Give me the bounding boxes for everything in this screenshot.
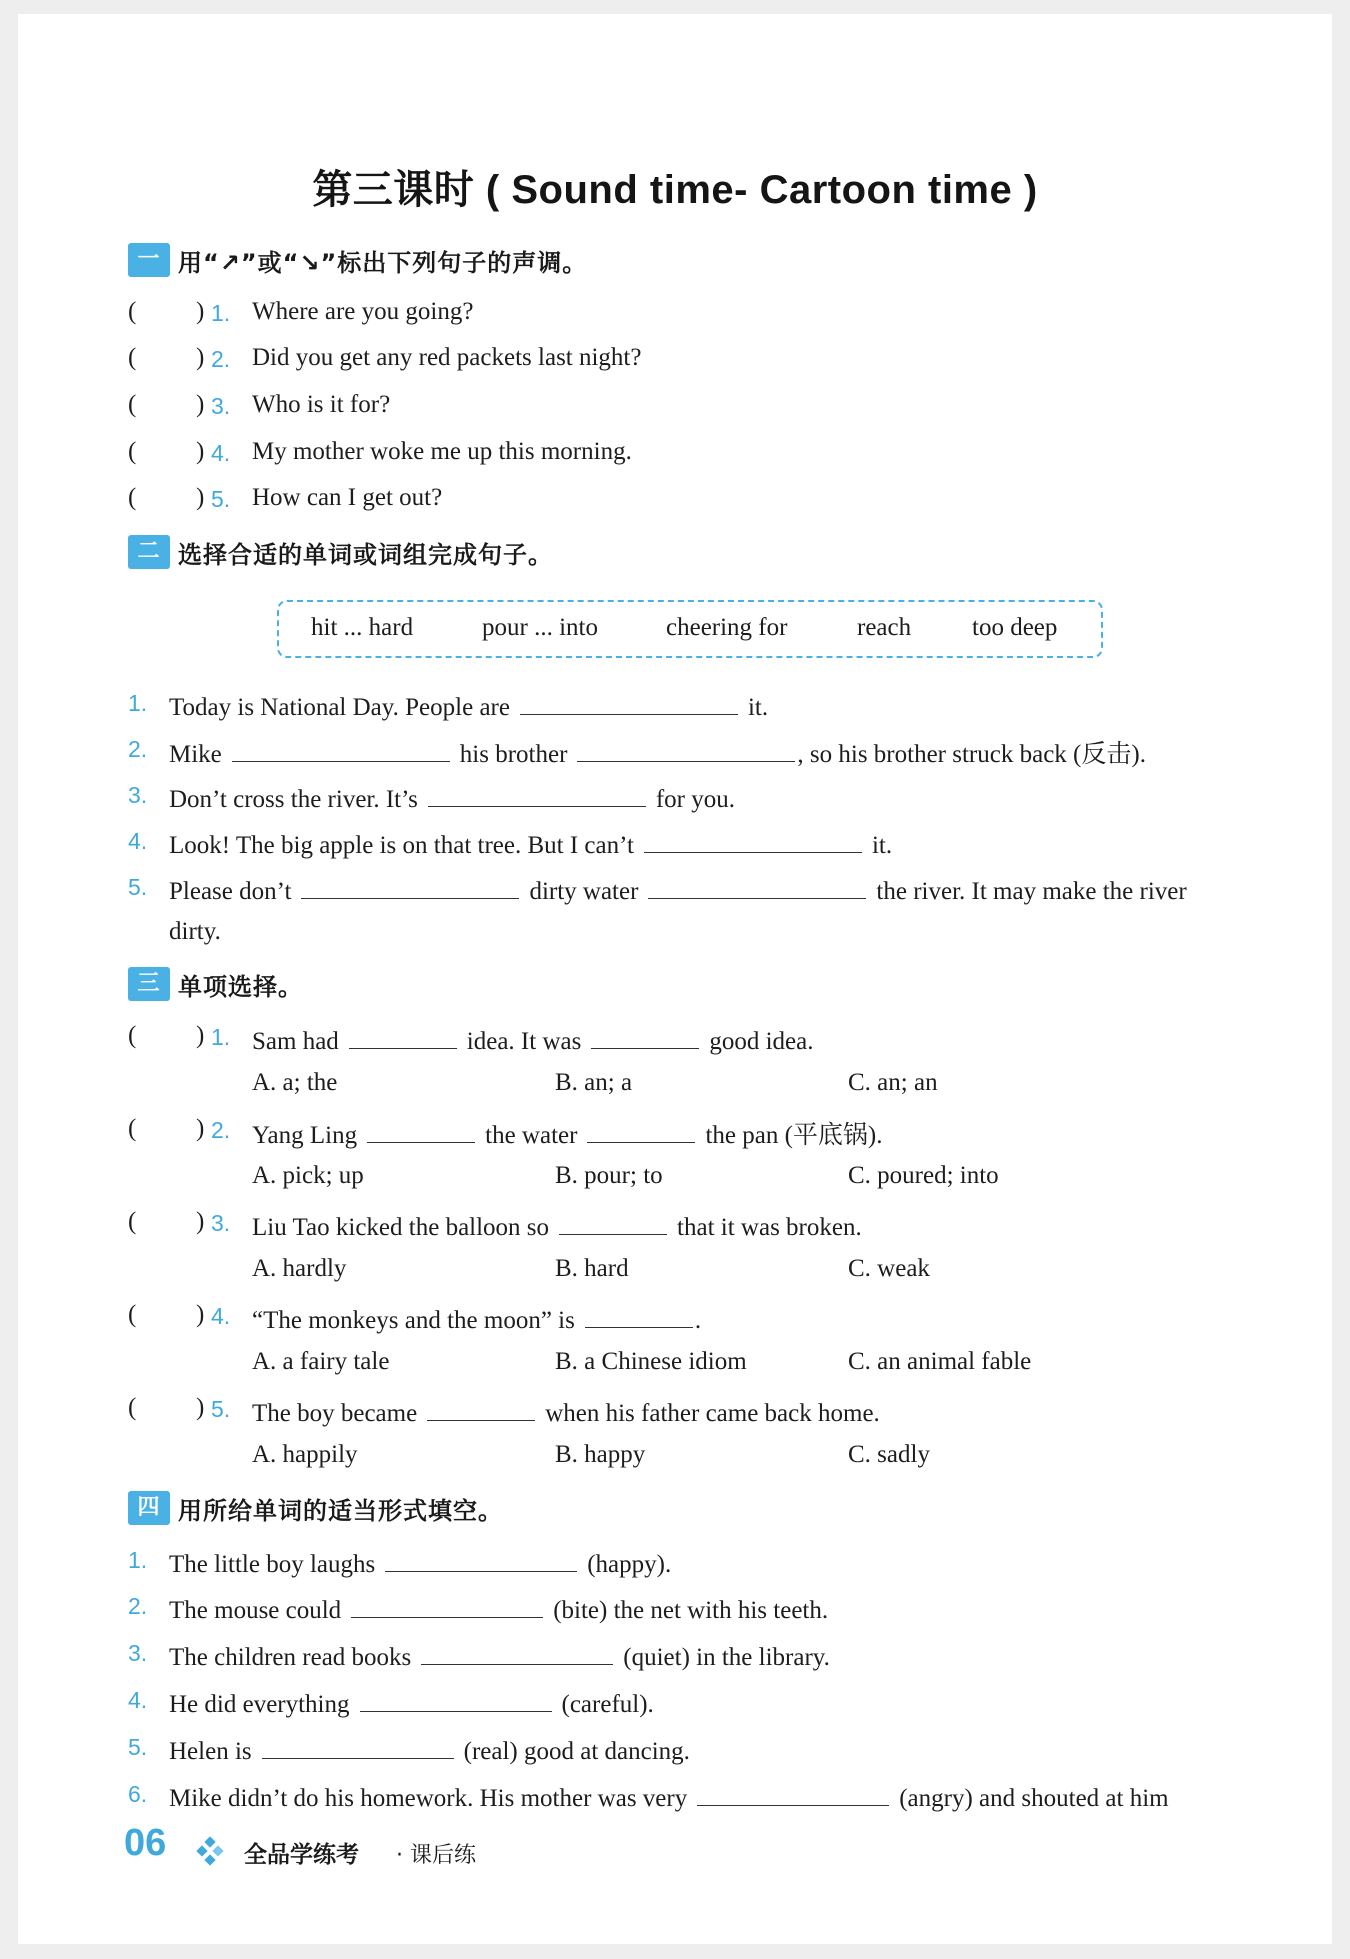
option-a[interactable]: A. happily <box>252 1441 358 1468</box>
question-text: My mother woke me up this morning. <box>252 438 632 465</box>
question-text: The children read books (quiet) in the library. <box>169 1638 830 1672</box>
question-text: Liu Tao kicked the balloon so that it was broken. <box>252 1208 862 1242</box>
answer-blank[interactable] <box>428 780 646 807</box>
question-text: He did everything (careful). <box>169 1685 654 1719</box>
section-2-heading <box>128 534 553 570</box>
answer-blank[interactable] <box>520 688 738 715</box>
section-3-title: 单项选择。 <box>178 972 303 1001</box>
question-text: Helen is (real) good at dancing. <box>169 1732 690 1766</box>
question-text: The boy became when his father came back home. <box>252 1394 880 1428</box>
question-text: Who is it for? <box>252 391 391 418</box>
diamond-cluster-icon <box>195 1836 225 1871</box>
option-c[interactable]: C. weak <box>848 1255 930 1282</box>
question-number: 4. <box>128 828 148 854</box>
answer-blank[interactable] <box>697 1779 889 1806</box>
question-text-continued: dirty. <box>169 918 221 945</box>
question-number: 3. <box>211 1210 231 1236</box>
question-number: 4. <box>211 440 231 466</box>
section-4-badge: 四 <box>128 1491 170 1525</box>
question-text: Mike didn’t do his homework. His mother was very (angry) and shouted at him <box>169 1779 1169 1813</box>
answer-blank[interactable] <box>585 1301 693 1328</box>
question-number: 2. <box>128 736 148 762</box>
question-number: 5. <box>128 1734 148 1760</box>
section-4-title: 用所给单词的适当形式填空。 <box>178 1496 503 1525</box>
answer-blank[interactable] <box>577 735 795 762</box>
question-number: 3. <box>128 782 148 808</box>
option-c[interactable]: C. poured; into <box>848 1162 999 1189</box>
section-3-badge: 三 <box>128 967 170 1001</box>
page-number: 06 <box>124 1822 167 1864</box>
question-text: Where are you going? <box>252 298 474 325</box>
question-text: The little boy laughs (happy). <box>169 1545 671 1579</box>
brand-name: 全品学练考 <box>244 1842 359 1868</box>
question-number: 5. <box>211 486 231 512</box>
question-number: 4. <box>211 1303 231 1329</box>
question-number: 2. <box>128 1593 148 1619</box>
answer-blank[interactable] <box>262 1732 454 1759</box>
question-text: Don’t cross the river. It’s for you. <box>169 780 735 814</box>
option-c[interactable]: C. an animal fable <box>848 1348 1032 1375</box>
answer-blank[interactable] <box>351 1591 543 1618</box>
question-text: Yang Ling the water the pan (平底锅). <box>252 1115 882 1151</box>
section-1-heading <box>128 242 587 278</box>
question-text: Look! The big apple is on that tree. But I can’t it. <box>169 826 892 860</box>
question-text: How can I get out? <box>252 484 443 511</box>
question-number: 6. <box>128 1781 148 1807</box>
answer-blank[interactable] <box>648 872 866 899</box>
option-b[interactable]: B. hard <box>555 1255 629 1282</box>
option-b[interactable]: B. pour; to <box>555 1162 663 1189</box>
word-bank-item: hit ... hard <box>311 614 414 641</box>
page-title: 第三课时 ( Sound time- Cartoon time ) <box>312 168 1038 212</box>
word-bank-item: too deep <box>972 614 1058 641</box>
question-number: 2. <box>211 346 231 372</box>
section-1-title: 用“↗”或“↘”标出下列句子的声调。 <box>178 248 588 277</box>
option-b[interactable]: B. happy <box>555 1441 646 1468</box>
answer-blank[interactable] <box>349 1022 457 1049</box>
answer-blank[interactable] <box>301 872 519 899</box>
question-text: “The monkeys and the moon” is . <box>252 1301 701 1335</box>
option-a[interactable]: A. a; the <box>252 1069 338 1096</box>
question-text: Sam had idea. It was good idea. <box>252 1022 813 1056</box>
answer-blank[interactable] <box>367 1116 475 1143</box>
question-text: Mike his brother , so his brother struck back (反击). <box>169 734 1146 770</box>
question-number: 2. <box>211 1117 231 1143</box>
answer-blank[interactable] <box>559 1208 667 1235</box>
word-bank <box>277 600 1103 658</box>
brand-subtitle: · 课后练 <box>396 1843 476 1868</box>
option-c[interactable]: C. an; an <box>848 1069 938 1096</box>
question-number: 3. <box>211 393 231 419</box>
answer-blank[interactable] <box>232 735 450 762</box>
option-a[interactable]: A. a fairy tale <box>252 1348 390 1375</box>
option-b[interactable]: B. an; a <box>555 1069 633 1096</box>
option-c[interactable]: C. sadly <box>848 1441 930 1468</box>
question-number: 1. <box>128 690 148 716</box>
question-number: 4. <box>128 1687 148 1713</box>
word-bank-item: cheering for <box>666 614 788 641</box>
answer-blank[interactable] <box>427 1394 535 1421</box>
section-4-heading <box>128 1490 503 1526</box>
section-3-heading <box>128 966 303 1002</box>
option-b[interactable]: B. a Chinese idiom <box>555 1348 747 1375</box>
question-text: The mouse could (bite) the net with his teeth. <box>169 1591 828 1625</box>
answer-blank[interactable] <box>587 1116 695 1143</box>
answer-blank[interactable] <box>644 826 862 853</box>
section-2-title: 选择合适的单词或词组完成句子。 <box>178 540 553 569</box>
answer-blank[interactable] <box>421 1638 613 1665</box>
question-number: 1. <box>128 1547 148 1573</box>
option-a[interactable]: A. pick; up <box>252 1162 364 1189</box>
word-bank-item: pour ... into <box>482 614 598 641</box>
question-number: 1. <box>211 1024 231 1050</box>
question-text: Did you get any red packets last night? <box>252 344 642 371</box>
question-number: 5. <box>211 1396 231 1422</box>
word-bank-item: reach <box>857 614 912 641</box>
option-a[interactable]: A. hardly <box>252 1255 347 1282</box>
question-number: 5. <box>128 874 148 900</box>
question-text: Please don’t dirty water the river. It may make the river <box>169 872 1187 906</box>
answer-blank[interactable] <box>360 1685 552 1712</box>
section-2-badge: 二 <box>128 535 170 569</box>
question-number: 1. <box>211 300 231 326</box>
answer-blank[interactable] <box>385 1545 577 1572</box>
question-number: 3. <box>128 1640 148 1666</box>
answer-blank[interactable] <box>591 1022 699 1049</box>
section-1-badge: 一 <box>128 243 170 277</box>
question-text: Today is National Day. People are it. <box>169 688 768 722</box>
